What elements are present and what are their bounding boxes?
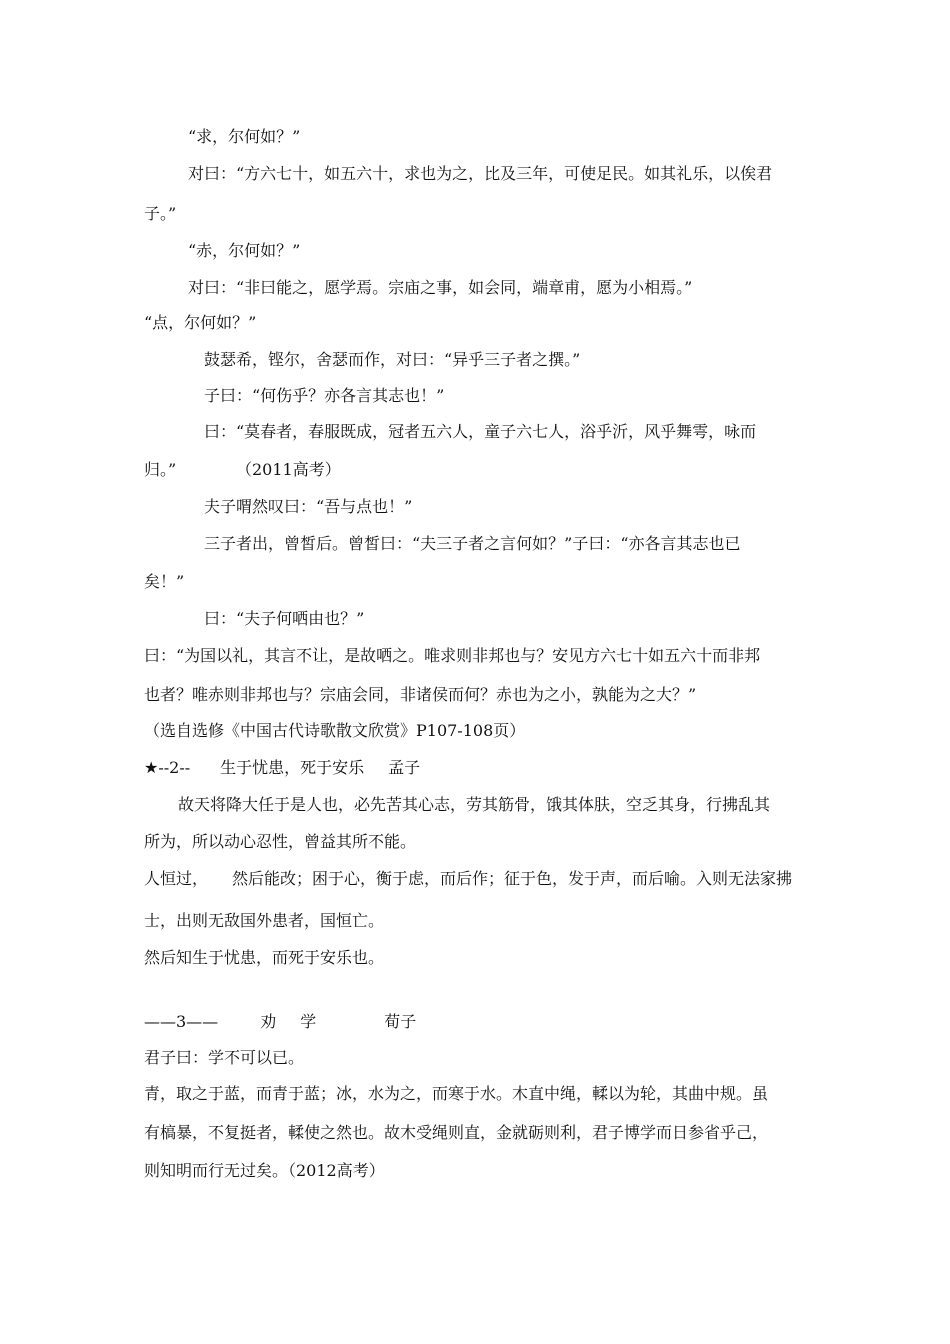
text-line: 有槁暴，不复挺者，輮使之然也。故木受绳则直，金就砺则利，君子博学而日参省乎己， xyxy=(144,1123,769,1142)
text-line: 鼓瑟希，铿尔，舍瑟而作，对曰：“异乎三子者之撰。” xyxy=(204,350,581,369)
heading-marker: ★--2-- xyxy=(144,758,191,777)
text-line: 子曰：“何伤乎？亦各言其志也！” xyxy=(204,386,445,405)
text-line: 则知明而行无过矣。（2012高考） xyxy=(144,1161,385,1180)
text-line: 三子者出，曾皙后。曾皙曰：“夫三子者之言何如？”子曰：“亦各言其志也已 xyxy=(204,534,741,553)
heading-marker: ——3—— xyxy=(144,1012,219,1031)
text-line: “点，尔何如？” xyxy=(144,313,257,332)
text-line: 君子曰：学不可以已。 xyxy=(144,1048,305,1067)
text-line: 青，取之于蓝，而青于蓝；冰，水为之，而寒于水。木直中绳，輮以为轮，其曲中规。虽 xyxy=(144,1084,769,1103)
heading-title: 生于忧患，死于安乐 xyxy=(220,758,365,777)
text-line: “赤，尔何如？” xyxy=(188,241,301,260)
heading-author: 荀子 xyxy=(384,1012,417,1031)
text-line: “求，尔何如？” xyxy=(188,127,301,146)
text-line: 对曰：“方六七十，如五六十，求也为之，比及三年，可使足民。如其礼乐，以俟君 xyxy=(188,164,773,183)
text-line: （2011高考） xyxy=(236,460,341,479)
text-line: 曰：“为国以礼，其言不让，是故哂之。唯求则非邦也与？安见方六七十如五六十而非邦 xyxy=(144,646,761,665)
text-line: 然后知生于忧患，而死于安乐也。 xyxy=(144,948,385,967)
text-line: 曰：“夫子何哂由也？” xyxy=(204,609,365,628)
text-line: 人恒过， xyxy=(144,869,209,888)
text-line: 曰：“莫春者，春服既成，冠者五六人，童子六七人，浴乎沂，风乎舞雩，咏而 xyxy=(204,422,757,441)
section-heading-2 xyxy=(144,757,420,779)
text-line: 故天将降大任于是人也，必先苦其心志，劳其筋骨，饿其体肤，空乏其身，行拂乱其 xyxy=(178,795,771,814)
heading-author: 孟子 xyxy=(388,758,421,777)
text-line: 也者？唯赤则非邦也与？宗庙会同，非诸侯而何？赤也为之小，孰能为之大？” xyxy=(144,685,697,704)
heading-title: 劝 xyxy=(260,1012,277,1031)
text-line: 对曰：“非曰能之，愿学焉。宗庙之事，如会同，端章甫，愿为小相焉。” xyxy=(188,278,693,297)
text-line: （选自选修《中国古代诗歌散文欣赏》P107-108页） xyxy=(144,721,526,740)
heading-title: 学 xyxy=(300,1012,317,1031)
text-line: 归。” xyxy=(144,460,177,479)
section-heading-3 xyxy=(144,1011,416,1033)
text-line: 然后能改；困于心，衡于虑，而后作；征于色，发于声，而后喻。入则无法家拂 xyxy=(232,869,793,888)
text-line: 矣！” xyxy=(144,572,185,591)
text-line: 所为，所以动心忍性，曾益其所不能。 xyxy=(144,832,417,851)
text-line: 子。” xyxy=(144,204,177,223)
text-line: 士，出则无敌国外患者，国恒亡。 xyxy=(144,911,385,930)
text-line: 夫子喟然叹曰：“吾与点也！” xyxy=(204,497,413,516)
